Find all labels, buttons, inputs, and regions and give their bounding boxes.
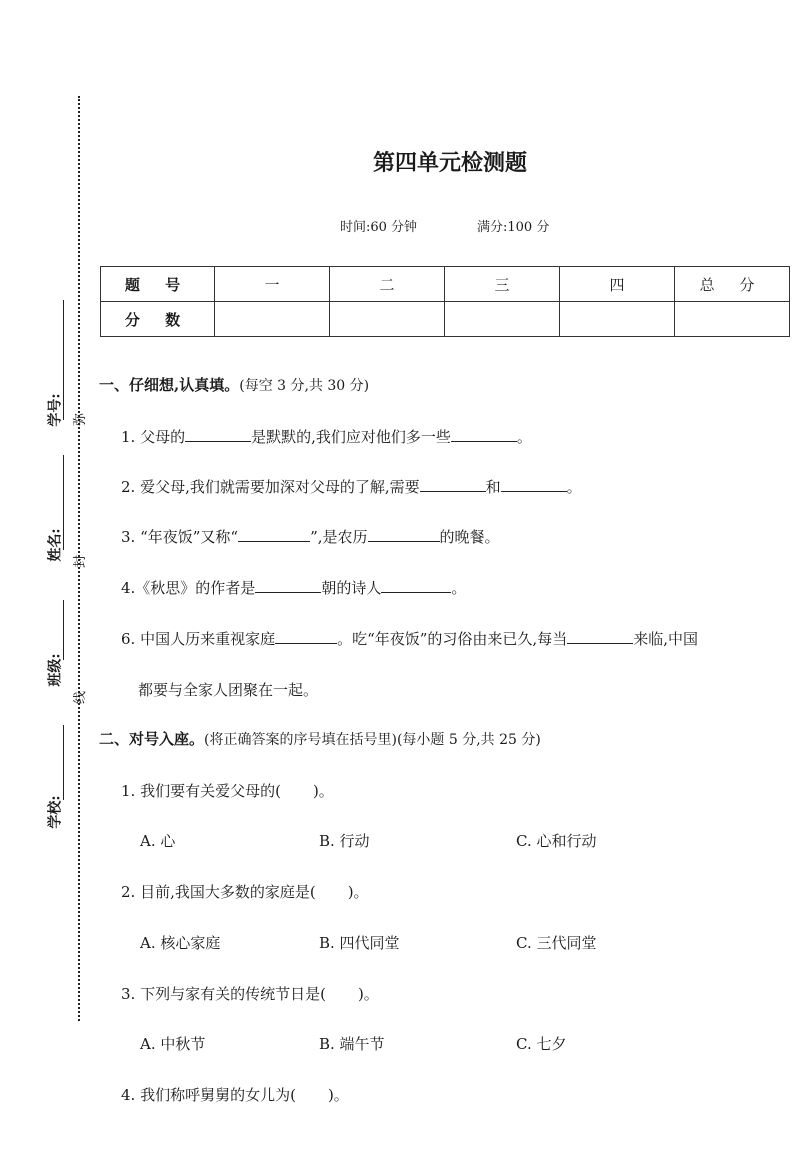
question-text: 6. 中国人历来重视家庭 xyxy=(121,630,276,648)
score-table xyxy=(100,266,790,337)
table-header-cell: 三 xyxy=(445,267,560,302)
table-row xyxy=(101,302,790,337)
table-header-cell: 四 xyxy=(560,267,675,302)
option-b: B. 行动 xyxy=(319,832,370,850)
question-2-1 xyxy=(121,780,334,801)
section-1-heading xyxy=(99,374,369,395)
table-row xyxy=(101,267,790,302)
question-text: 的晚餐。 xyxy=(439,528,500,546)
question-text: )。 xyxy=(357,985,379,1003)
score-cell[interactable] xyxy=(445,302,560,337)
section-1-title: 一、仔细想,认真填。 xyxy=(99,376,240,394)
section-1-note: (每空 3 分,共 30 分) xyxy=(239,378,370,394)
answer-blank[interactable] xyxy=(501,477,567,492)
seal-mark-xian: 线 xyxy=(73,690,89,705)
section-2-note: (将正确答案的序号填在括号里)(每小题 5 分,共 25 分) xyxy=(204,732,541,748)
seal-mark-feng: 封 xyxy=(73,554,89,569)
student-id-label: 学号: xyxy=(47,393,64,427)
question-text: )。 xyxy=(347,883,369,901)
answer-blank[interactable] xyxy=(368,527,440,542)
question-text: 2. 爱父母,我们就需要加深对父母的了解,需要 xyxy=(121,478,420,496)
answer-blank[interactable] xyxy=(420,477,486,492)
question-1-1 xyxy=(121,426,532,447)
score-row-label: 分 数 xyxy=(101,302,215,337)
question-text: 1. 我们要有关爱父母的( xyxy=(121,782,281,800)
answer-blank[interactable] xyxy=(275,629,337,644)
question-text: 来临,中国 xyxy=(633,630,698,648)
school-label: 学校: xyxy=(47,795,64,829)
time-limit: 时间:60 分钟 xyxy=(340,220,418,235)
question-1-6 xyxy=(121,628,698,649)
question-text: ”,是农历 xyxy=(310,528,368,546)
option-b: B. 端午节 xyxy=(319,1035,385,1053)
section-2-heading xyxy=(99,728,541,749)
question-text: 1. 父母的 xyxy=(121,428,186,446)
answer-blank[interactable] xyxy=(185,427,251,442)
question-text: )。 xyxy=(327,1086,349,1104)
question-text: )。 xyxy=(312,782,334,800)
question-text: 4.《秋思》的作者是 xyxy=(121,579,256,597)
question-text: 2. 目前,我国大多数的家庭是( xyxy=(121,883,316,901)
section-2-title: 二、对号入座。 xyxy=(99,730,205,748)
name-label: 姓名: xyxy=(47,528,64,562)
score-cell[interactable] xyxy=(675,302,790,337)
score-cell[interactable] xyxy=(215,302,330,337)
question-2-3 xyxy=(121,983,379,1004)
school-line xyxy=(63,725,64,800)
question-text: 3. “年夜饭”又称“ xyxy=(121,528,239,546)
table-header-cell: 题 号 xyxy=(101,267,215,302)
question-text: 是默默的,我们应对他们多一些 xyxy=(251,428,451,446)
question-text: 朝的诗人 xyxy=(321,579,382,597)
full-score: 满分:100 分 xyxy=(477,220,550,235)
seal-mark-mi: 弥 xyxy=(73,412,89,427)
table-header-cell: 总 分 xyxy=(675,267,790,302)
option-c: C. 心和行动 xyxy=(516,832,597,850)
question-1-4 xyxy=(121,577,466,598)
page-title: 第四单元检测题 xyxy=(372,151,527,176)
table-header-cell: 一 xyxy=(215,267,330,302)
answer-blank[interactable] xyxy=(381,578,451,593)
score-cell[interactable] xyxy=(560,302,675,337)
answer-blank[interactable] xyxy=(451,427,517,442)
score-cell[interactable] xyxy=(330,302,445,337)
question-text: 3. 下列与家有关的传统节日是( xyxy=(121,985,326,1003)
option-a: A. 核心家庭 xyxy=(140,934,221,952)
answer-blank[interactable] xyxy=(255,578,321,593)
option-b: B. 四代同堂 xyxy=(319,934,400,952)
answer-blank[interactable] xyxy=(238,527,310,542)
question-text: 。 xyxy=(516,428,532,446)
question-text: 。吃“年夜饭”的习俗由来已久,每当 xyxy=(337,630,568,648)
option-c: C. 三代同堂 xyxy=(516,934,597,952)
question-text: 。 xyxy=(451,579,467,597)
class-line xyxy=(63,600,64,660)
question-text: 。 xyxy=(566,478,582,496)
answer-blank[interactable] xyxy=(567,629,633,644)
option-c: C. 七夕 xyxy=(516,1035,567,1053)
question-2-4 xyxy=(121,1084,349,1105)
question-text: 和 xyxy=(485,478,501,496)
class-label: 班级: xyxy=(47,653,64,687)
question-1-2 xyxy=(121,476,582,497)
question-1-6-continued: 都要与全家人团聚在一起。 xyxy=(138,681,319,699)
question-2-2 xyxy=(121,881,369,902)
question-text: 4. 我们称呼舅舅的女儿为( xyxy=(121,1086,296,1104)
option-a: A. 心 xyxy=(140,832,176,850)
option-a: A. 中秋节 xyxy=(140,1035,206,1053)
table-header-cell: 二 xyxy=(330,267,445,302)
question-1-3 xyxy=(121,526,500,547)
